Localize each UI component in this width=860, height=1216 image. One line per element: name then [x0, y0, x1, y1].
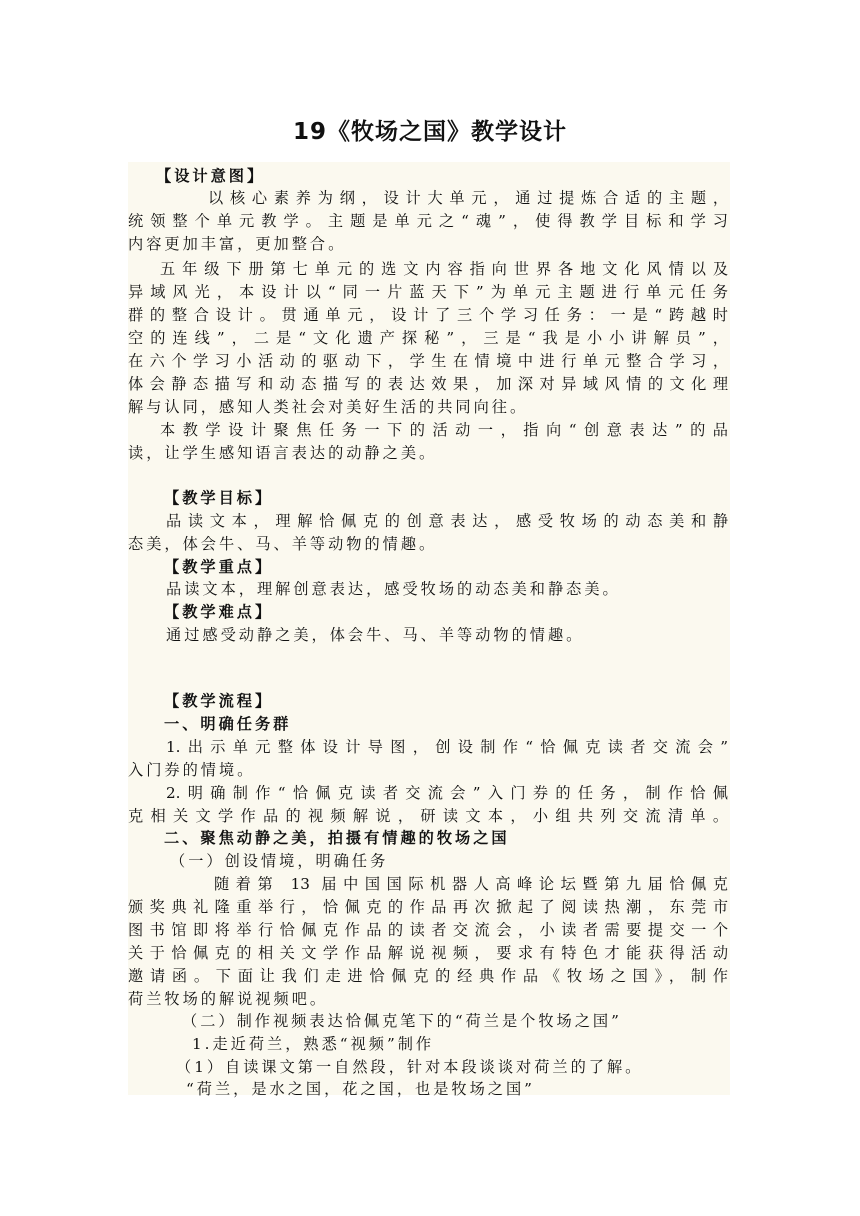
paragraph-line: 2.明确制作“恰佩克读者交流会”入门券的任务，制作恰佩	[166, 784, 728, 802]
subsection-heading: （二）制作视频表达恰佩克笔下的“荷兰是个牧场之国”	[182, 1012, 622, 1030]
paragraph-line: 异域风光，本设计以“同一片蓝天下”为单元主题进行单元任务	[128, 283, 728, 301]
heading-teaching-goal: 【教学目标】	[164, 489, 274, 507]
paragraph-line: 随着第 13 届中国国际机器人高峰论坛暨第九届恰佩克	[214, 875, 728, 893]
paragraph-line: 关于恰佩克的相关文学作品解说视频，要求有特色才能获得活动	[128, 944, 728, 962]
paragraph-line: 本教学设计聚焦任务一下的活动一，指向“创意表达”的品	[160, 421, 728, 439]
paragraph-line: 品读文本，理解恰佩克的创意表达，感受牧场的动态美和静	[166, 512, 728, 530]
subsection-heading: （一）创设情境，明确任务	[170, 852, 389, 870]
paragraph-line: 态美，体会牛、马、羊等动物的情趣。	[128, 535, 438, 553]
paragraph-line: 在六个学习小活动的驱动下，学生在情境中进行单元整合学习，	[128, 352, 728, 370]
heading-teaching-flow: 【教学流程】	[164, 692, 274, 710]
paragraph-line: 体会静态描写和动态描写的表达效果，加深对异域风情的文化理	[128, 375, 728, 393]
paragraph-line: 读，让学生感知语言表达的动静之美。	[128, 444, 438, 462]
paragraph-line: 入门券的情境。	[128, 761, 256, 779]
paragraph-line: 荷兰牧场的解说视频吧。	[128, 990, 329, 1008]
paragraph-line: 1.出示单元整体设计导图，创设制作“恰佩克读者交流会”	[166, 738, 728, 756]
heading-key-point: 【教学重点】	[164, 558, 274, 576]
paragraph-line: （1）自读课文第一自然段，针对本段谈谈对荷兰的了解。	[176, 1058, 644, 1076]
paragraph-line: 邀请函。下面让我们走进恰佩克的经典作品《牧场之国》，制作	[128, 967, 728, 985]
section-heading: 一、明确任务群	[164, 715, 292, 733]
paragraph-line: 空的连线”，二是“文化遗产探秘”，三是“我是小小讲解员”，	[128, 329, 728, 347]
document-title: 19《牧场之国》教学设计	[292, 119, 567, 145]
paragraph-line: 群的整合设计。贯通单元，设计了三个学习任务：一是“跨越时	[128, 306, 728, 324]
paragraph-line: 通过感受动静之美，体会牛、马、羊等动物的情趣。	[166, 626, 585, 644]
paragraph-line: 五年级下册第七单元的选文内容指向世界各地文化风情以及	[160, 260, 728, 278]
paragraph-line: 克相关文学作品的视频解说，研读文本，小组共列交流清单。	[128, 807, 728, 825]
heading-difficulty: 【教学难点】	[164, 603, 274, 621]
section-heading: 二、聚焦动静之美，拍摄有情趣的牧场之国	[164, 829, 510, 847]
paragraph-line: 内容更加丰富，更加整合。	[128, 235, 347, 253]
paragraph-line: 颁奖典礼隆重举行，恰佩克的作品再次掀起了阅读热潮，东莞市	[128, 898, 728, 916]
heading-design-intent: 【设计意图】	[156, 167, 266, 185]
paragraph-line: 品读文本，理解创意表达，感受牧场的动态美和静态美。	[166, 580, 621, 598]
quote-line: “荷兰，是水之国，花之国，也是牧场之国”	[186, 1080, 535, 1098]
paragraph-line: 以核心素养为纲，设计大单元，通过提炼合适的主题，	[208, 189, 728, 207]
paragraph-line: 解与认同，感知人类社会对美好生活的共同向往。	[128, 398, 529, 416]
paragraph-line: 统领整个单元教学。主题是单元之“魂”，使得教学目标和学习	[128, 212, 728, 230]
document-body	[128, 162, 730, 1098]
paragraph-line: 图书馆即将举行恰佩克作品的读者交流会，小读者需要提交一个	[128, 921, 728, 939]
paragraph-line: 1.走近荷兰，熟悉“视频”制作	[192, 1035, 435, 1053]
